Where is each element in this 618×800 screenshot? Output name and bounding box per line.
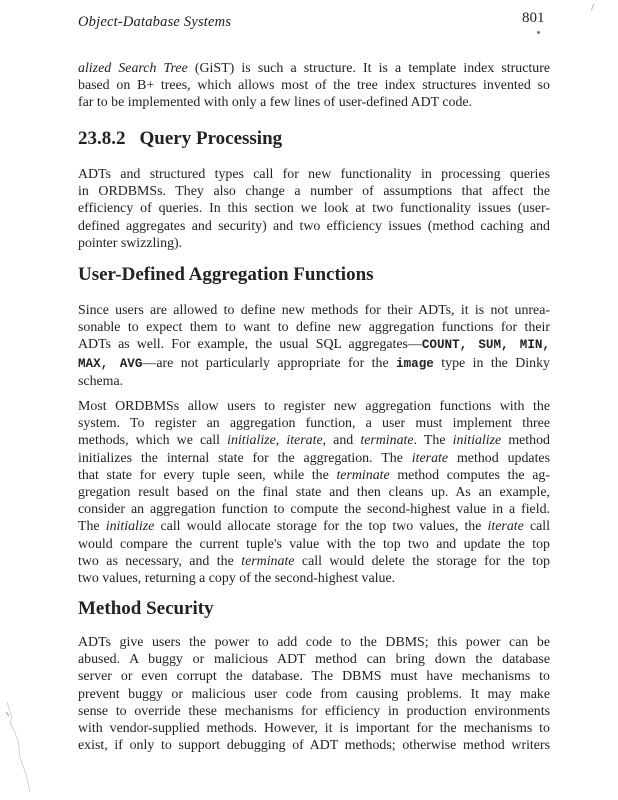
text-line: gregation result based on the final state and then cleans up. As an example, [78,485,550,501]
text-line: ADTs as well. For example, the usual SQL aggregates—COUNT, SUM, MIN, [78,337,550,353]
text-line: The initialize call would allocate storage for the top two values, the iterate call [78,519,550,535]
subsection-heading-aggregation: User-Defined Aggregation Functions [78,264,374,285]
page-number: 801 [522,10,545,26]
code-term: image [396,356,434,371]
text-line: sonable to expect them to want to define new aggregation functions for their [78,320,550,336]
text-line: defined aggregates and security) and two efficiency issues (method caching and [78,218,550,234]
text-line: two values, returning a copy of the second-highest value. [78,571,396,587]
text-line: alized Search Tree (GiST) is such a structure. It is a template index structure [78,61,550,76]
text-line: MAX, AVG—are not particularly appropriate for the image type in the Dinky [78,355,550,371]
text-line: sense to override these mechanisms for efficiency in production environments [78,703,550,719]
intro-paragraph [78,60,550,112]
section-title: Query Processing [139,128,283,149]
section-number: 23.8.2 [78,128,126,149]
margin-dot [537,31,540,34]
text-line: efficiency of queries. In this section we look at two functionality issues (user- [78,201,550,217]
text-line: would compare the current tuple's value with the top two and update the top [78,536,550,552]
subsection-heading-security: Method Security [78,598,214,619]
text-line: in ORDBMSs. They also change a number of assumptions that affect the [78,184,550,200]
aggregation-paragraph-2 [78,398,550,587]
text-line: system. To register an aggregation function, a user must implement three [78,416,550,432]
text-line: methods, which we call initialize, iterate, and terminate. The initialize method [78,433,550,449]
text-line: pointer swizzling). [78,235,183,251]
margin-mark [591,4,597,12]
text-line: with vendor-supplied methods. However, it is important for the mechanisms to [78,721,550,737]
text-line: ADTs give users the power to add code to the DBMS; this power can be [78,635,550,650]
text-line: abused. A buggy or malicious ADT method can bring down the database [78,652,550,668]
text-line: schema. [78,373,124,389]
text-line: initializes the internal state for the aggregation. The iterate method updates [78,450,551,466]
text-line: far to be implemented with only a few lines of user-defined ADT code. [78,95,473,111]
text-line: that state for every tuple seen, while the terminate method computes the ag- [78,467,550,483]
code-term: MAX, AVG [78,356,143,371]
text-line: Since users are allowed to define new methods for their ADTs, it is not unrea- [78,303,550,318]
text-line: based on B+ trees, which allows most of the tree index structures invented so [78,78,550,94]
text-line: exist, if only to support debugging of ADT methods; otherwise method writers [78,738,550,754]
text-line: ADTs and structured types call for new functionality in processing queries [78,167,550,182]
running-title: Object-Database Systems [78,14,232,30]
security-paragraph [78,634,550,754]
italic-term: alized Search Tree [78,61,188,76]
aggregation-paragraph-1 [78,302,550,390]
scan-scratch [4,700,34,795]
text-line: Most ORDBMSs allow users to register new aggregation functions with the [78,399,550,414]
section-intro-paragraph [78,166,550,252]
text-line: consider an aggregation function to compute the second-highest value in a field. [78,502,550,518]
section-heading [78,128,282,150]
text-line: prevent buggy or malicious user code from causing problems. It may make [78,686,550,702]
text-line: two as necessary, and the terminate call would delete the storage for the top [78,553,550,569]
code-term: COUNT, SUM, MIN, [421,338,550,353]
text-line: server or even corrupt the database. The DBMS must have mechanisms to [78,669,550,685]
